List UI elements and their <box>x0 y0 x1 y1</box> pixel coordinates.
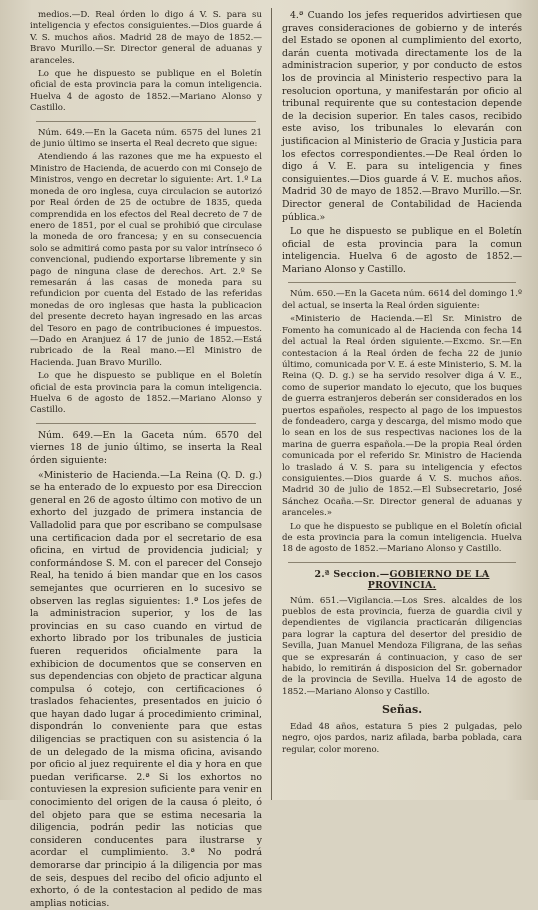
left-paragraph-6: Núm. 649.—En la Gaceta núm. 6570 del viernes 18 de junio último, se inserta la Real órden siguiente: <box>30 429 262 466</box>
right-paragraph-2: Lo que he dispuesto se publique en el Boletín oficial de esta provincia para la comun inteligencia. Huelva 6 de agosto de 1852.—Mariano Alonso y Castillo. <box>282 226 522 275</box>
right-paragraph-7: Edad 48 años, estatura 5 pies 2 pulgadas, pelo negro, ojos pardos, nariz afilada, barba poblada, cara regular, color moreno. <box>282 721 522 755</box>
left-paragraph-2: Lo que he dispuesto se publique en el Boletín oficial de esta provincia para la comun inteligencia. Huelva 4 de agosto de 1852.—Mariano Alonso y Castillo. <box>30 69 262 114</box>
column-divider <box>271 8 272 800</box>
separator-rule <box>288 282 516 283</box>
left-paragraph-3: Núm. 649.—En la Gaceta núm. 6575 del lunes 21 de junio último se inserta el Real decreto que sigue: <box>30 127 262 150</box>
right-paragraph-1: 4.ª Cuando los jefes requeridos advirtiesen que graves consideraciones de gobierno y de interés del Estado se oponen al cumplimiento del exorto, darán cuenta motivada directamente los de la administracion superior, y por conducto de estos los de provincia al Ministerio respectivo para la resolucion oportuna, y manifestarán por oficio al tribunal requirente que su contestacion depende de la decision superior. En tales casos, recibido este aviso, los tribunales lo elevarán con justificacion al Ministerio de Gracia y Justicia para los efectos correspondientes.—De Real órden lo digo á V. E. para su inteligencia y fines consiguientes.—Dios guarde á V. E. muchos años. Madrid 30 de mayo de 1852.—Bravo Murillo.—Sr. Director general de Contabilidad de Hacienda pública.» <box>282 10 522 223</box>
section-heading <box>282 569 522 592</box>
separator-rule <box>36 423 256 424</box>
left-paragraph-4: Atendiendo á las razones que me ha expuesto el Ministro de Hacienda, de acuerdo con mi Consejo de Ministros, vengo en decretar lo siguiente: Art. 1.º La moneda de oro inglesa, cuya circulacion se autorizó por Real órden de 25 de octubre de 1835, queda comprendida en los efectos del Real decreto de 7 de enero de 1851, por el cual se prohibió que circulase la moneda de oro francesa; y en su consecuencia solo se admitirá como pasta por su valor intrínseco ó convencional, pudiendo exportarse libremente y sin pago de ninguna clase de derechos. Art. 2.º Se remesarán á las casas de moneda para su refundicion por cuenta del Estado de las referidas monedas de oro inglesas que hasta la publicacion del presente decreto hayan ingresado en las arcas del Tesoro en pago de contribuciones é impuestos. —Dado en Aranjuez á 17 de junio de 1852.—Está rubricado de la Real mano.—El Ministro de Hacienda. Juan Bravo Murillo. <box>30 152 262 368</box>
senas-heading: Señas. <box>381 703 423 717</box>
right-paragraph-6: Núm. 651.—Vigilancia.—Los Sres. alcaldes de los pueblos de esta provincia, fuerza de guardia civil y dependientes de vigilancia practicarán diligencias para lograr la captura del desertor del presidio de Sevilla, Juan Manuel Mendoza Filigrana, de las señas que se expresarán á continuacion, y caso de ser habido, lo remitirán á disposicion del Sr. gobernador de la provincia de Sevilla. Huelva 14 de agosto de 1852.—Mariano Alonso y Castillo. <box>282 595 522 697</box>
left-paragraph-1: medios.—D. Real órden lo digo á V. S. para su inteligencia y efectos consiguientes.—Dios guarde á V. S. muchos años. Madrid 28 de mayo de 1852.—Bravo Murillo.—Sr. Director general de aduanas y aranceles. <box>30 10 262 66</box>
right-column <box>282 10 522 796</box>
left-paragraph-7: «Ministerio de Hacienda.—La Reina (Q. D. g.) se ha enterado de lo expuesto por esa Direccion general en 26 de agosto último con motivo de un exhorto del juzgado de primera instancia de Valladolid para que por escribano se compulsase una certificacion dada por el secretario de esa oficina, en virtud de providencia judicial; y conformándose S. M. con el parecer del Consejo Real, ha tenido á bien mandar que en los casos semejantes que ocurrieren en lo sucesivo se observen las reglas siguientes: 1.ª Los jefes de la administracion superior, y los de las provincias en su caso cuando en virtud de exhorto librado por los tribunales de justicia fueren requeridos oficialmente para la exhibicion de documentos que se conserven en sus dependencias con objeto de practicar alguna compulsa ó cotejo, con certificaciones ó traslados fehacientes, presentados en juicio ó que hayan dado lugar á procedimiento criminal, dispondrán lo conveniente para que estas diligencias se practiquen con su asistencia ó la de un delegado de la misma oficina, avisando por oficio al juez requirente el dia y hora en que puedan verificarse. 2.ª Si los exhortos no contuviesen la expresion suficiente para venir en conocimiento del origen de la causa ó pleito, ó del objeto para que se estima necesaria la diligencia, podrán pedir las noticias que consideren conducentes para ilustrarse y acordar el cumplimiento. 3.ª No podrá demorarse dar principio á la diligencia por mas de seis, despues del recibo del oficio adjunto el exhorto, ó de la contestacion al pedido de mas amplias noticias. <box>30 469 262 909</box>
section-prefix: 2.ª Seccion.— <box>314 568 390 580</box>
separator-rule <box>36 121 256 122</box>
section-title: GOBIERNO DE LA PROVINCIA. <box>367 568 490 592</box>
separator-rule <box>288 562 516 563</box>
right-paragraph-5: Lo que he dispuesto se publique en el Boletín oficial de esta provincia para la comun inteligencia. Huelva 18 de agosto de 1852.—Mariano Alonso y Castillo. <box>282 521 522 555</box>
left-paragraph-5: Lo que he dispuesto se publique en el Boletín oficial de esta provincia para la comun inteligencia. Huelva 6 de agosto de 1852.—Mariano Alonso y Castillo. <box>30 371 262 416</box>
left-column <box>30 10 262 909</box>
right-paragraph-4: «Ministerio de Hacienda.—El Sr. Ministro de Fomento ha comunicado al de Hacienda con fecha 14 del actual la Real órden siguiente.—Excmo. Sr.—En contestacion á la Real órden de fecha 22 de junio último, comunicada por V. E. á este Ministerio, S. M. la Reina (Q. D. g.) se ha servido resolver diga á V. E., como de superior mandato lo ejecuto, que los buques de guerra estranjeros deberán ser considerados en los puertos españoles, respecto al pago de los impuestos de fondeadero, carga y descarga, del mismo modo que lo sean en los de sus respectivas naciones los de la marina de guerra española.—De la propia Real órden comunicada por el referido Sr. Ministro de Hacienda lo traslado á V. S. para su inteligencia y efectos consiguientes.—Dios guarde á V. S. muchos años. Madrid 30 de julio de 1852.—El Subsecretario, José Sánchez Ocaña.—Sr. Director general de aduanas y aranceles.» <box>282 314 523 519</box>
right-paragraph-3: Núm. 650.—En la Gaceta núm. 6614 del domingo 1.º del actual, se inserta la Real órden siguiente: <box>282 289 522 311</box>
